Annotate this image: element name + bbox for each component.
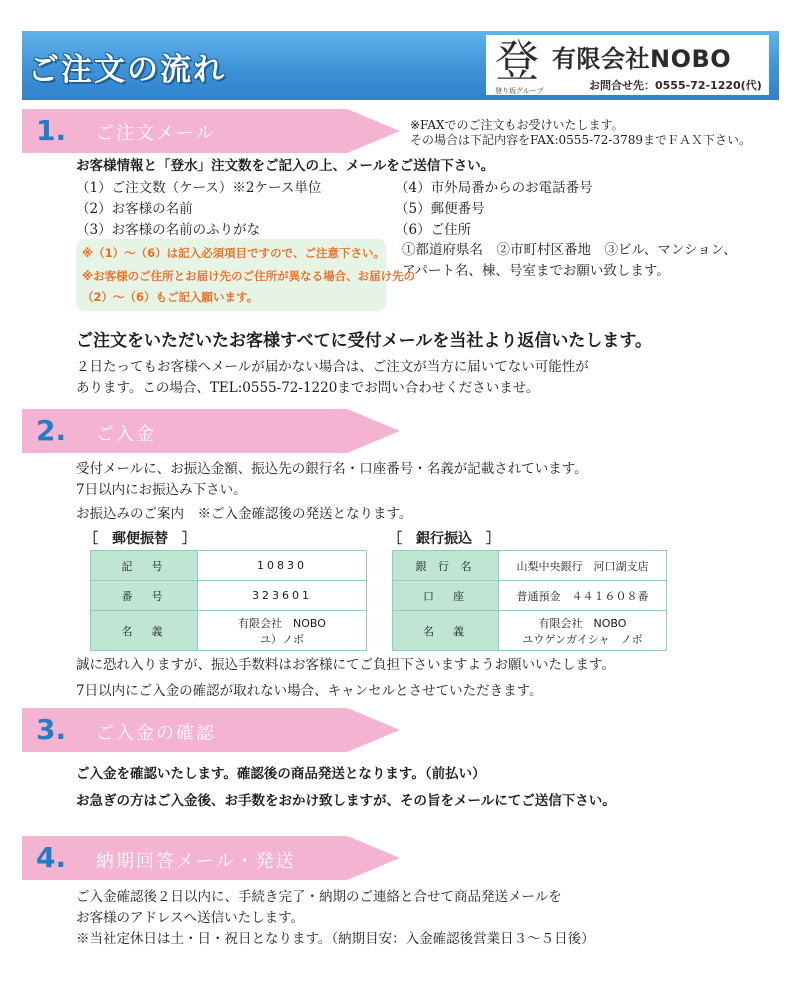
section-4-label: 納期回答メール・発送 bbox=[96, 851, 296, 872]
payment-text: 受付メールに、お振込金額、振込先の銀行名・口座番号・名義が記載されています。 bbox=[76, 461, 588, 477]
section-4-number: 4. bbox=[36, 841, 67, 874]
table-key: 名 義 bbox=[91, 611, 198, 651]
bank-transfer-title: ［ 銀行振込 ］ bbox=[388, 531, 500, 547]
table-value bbox=[499, 611, 667, 651]
required-note-line: ※（1）～（6）は記入必須項目ですので、ご注意下さい。 bbox=[82, 246, 385, 260]
table-row bbox=[91, 551, 367, 581]
section-2-number: 2. bbox=[36, 414, 67, 447]
shipping-text: お客様のアドレスへ送信いたします。 bbox=[76, 910, 305, 926]
order-item: （5）郵便番号 bbox=[395, 201, 485, 217]
table-value bbox=[198, 611, 367, 651]
confirmation-text: お急ぎの方はご入金後、お手数をおかけ致しますが、その旨をメールにてご送信下さい。 bbox=[76, 793, 616, 809]
shipping-text: ご入金確認後２日以内に、手続き完了・納期のご連絡と合せて商品発送メールを bbox=[76, 889, 562, 905]
table-row bbox=[91, 611, 367, 651]
payment-text: お振込みのご案内 ※ご入金確認後の発送となります。 bbox=[76, 506, 413, 522]
order-intro: お客様情報と「登水」注文数をご記入の上、メールをご送信下さい。 bbox=[76, 158, 495, 174]
table-value: 普通預金 ４４１６０８番 bbox=[499, 581, 667, 611]
account-name: 有限会社 NOBO bbox=[238, 616, 326, 630]
follow-up-text: ２日たってもお客様へメールが届かない場合は、ご注文が当方に届いてない可能性が bbox=[76, 359, 589, 375]
fee-note: 誠に恐れ入りますが、振込手数料はお客様にてご負担下さいますようお願いいたします。 bbox=[76, 657, 615, 673]
table-key: 口 座 bbox=[393, 581, 499, 611]
holiday-note: ※当社定休日は土・日・祝日となります。（納期目安：入金確認後営業日３～５日後） bbox=[76, 931, 595, 947]
section-1-number: 1. bbox=[36, 114, 67, 147]
company-contact: お問合せ先：0555-72-1220(代) bbox=[589, 79, 762, 92]
account-name-kana: ユウゲンガイシャ ノボ bbox=[522, 632, 643, 646]
table-row bbox=[393, 551, 667, 581]
table-key: 番 号 bbox=[91, 581, 198, 611]
reply-headline: ご注文をいただいたお客様すべてに受付メールを当社より返信いたします。 bbox=[76, 331, 652, 351]
address-detail-2: アパート名、棟、号室までお願い致します。 bbox=[402, 263, 670, 279]
page-title: ご注文の流れ bbox=[28, 52, 226, 88]
order-item: （3）お客様の名前のふりがな bbox=[76, 222, 261, 238]
section-1-label: ご注文メール bbox=[96, 123, 216, 144]
section-2-banner bbox=[22, 409, 400, 453]
account-name-kana: ユ）ノボ bbox=[260, 632, 304, 646]
confirmation-text: ご入金を確認いたします。確認後の商品発送となります。（前払い） bbox=[76, 766, 486, 782]
order-item: （6）ご住所 bbox=[395, 222, 472, 238]
table-value: 10830 bbox=[198, 551, 367, 581]
logo-caption: 登り坂グループ bbox=[495, 87, 544, 95]
table-row bbox=[91, 581, 367, 611]
section-3-number: 3. bbox=[36, 713, 67, 746]
table-key: 銀 行 名 bbox=[393, 551, 499, 581]
fax-note-1: ※FAXでのご注文もお受けいたします。 bbox=[410, 118, 624, 132]
payment-text: 7日以内にお振込み下さい。 bbox=[76, 482, 247, 498]
order-item: （2）お客様の名前 bbox=[76, 201, 193, 217]
postal-transfer-title: ［ 郵便振替 ］ bbox=[84, 531, 196, 547]
address-detail-1: ①都道府県名 ②市町村区番地 ③ビル、マンション、 bbox=[402, 242, 737, 258]
fax-note-2: その場合は下記内容をFAX:0555-72-3789までＦＡＸ下さい。 bbox=[410, 133, 751, 147]
account-name: 有限会社 NOBO bbox=[538, 616, 627, 630]
table-value: 山梨中央銀行 河口湖支店 bbox=[499, 551, 667, 581]
required-note-line: （2）～（6）もご記入願います。 bbox=[82, 290, 259, 304]
order-item: （1）ご注文数（ケース）※2ケース単位 bbox=[76, 180, 322, 196]
required-note-line: ※お客様のご住所とお届け先のご住所が異なる場合、お届け先の bbox=[82, 269, 416, 283]
section-2-label: ご入金 bbox=[96, 424, 156, 445]
table-row bbox=[393, 611, 667, 651]
cancel-note: 7日以内にご入金の確認が取れない場合、キャンセルとさせていただきます。 bbox=[76, 683, 543, 699]
follow-up-text: あります。この場合、TEL:0555-72-1220までお問い合わせくださいませ。 bbox=[76, 380, 540, 396]
company-name: 有限会社NOBO bbox=[552, 45, 732, 73]
postal-transfer-table bbox=[90, 550, 367, 651]
table-row bbox=[393, 581, 667, 611]
order-item: （4）市外局番からのお電話番号 bbox=[395, 180, 593, 196]
bank-transfer-table bbox=[392, 550, 667, 651]
table-key: 名 義 bbox=[393, 611, 499, 651]
table-key: 記 号 bbox=[91, 551, 198, 581]
company-logo-icon: 登 bbox=[495, 36, 539, 87]
section-3-label: ご入金の確認 bbox=[96, 723, 216, 744]
table-value: 323601 bbox=[198, 581, 367, 611]
